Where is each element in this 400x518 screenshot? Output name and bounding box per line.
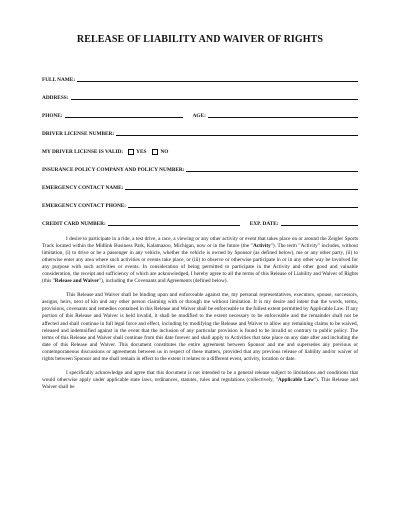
address-row: [42, 83, 358, 101]
insurance-row: [42, 155, 358, 173]
yes-label: YES: [136, 149, 147, 155]
form-fields: [42, 65, 358, 227]
license-valid-row: [42, 137, 358, 155]
phone-label: PHONE:: [42, 113, 63, 119]
paragraph-binding: This Release and Waiver shall be binding upon and enforceable against me, my personal representatives, executors, spouse, successors, assigns, heirs, next of kin and any other person claiming with or through me without limitation. It is my desire and intent that the words, terms, provisions, covenants and remedies contained in this Release and Waiver shall be enforceable to the fullest extent permitted by Applicable Law. If any portion of this Release and Waiver is held invalid, it shall be modified to the extent necessary to be enforceable and the remainder shall not be affected and shall continue in full legal force and effect, including by modifying the Release and Waiver to allow any remaining claims to be waived, released and indemnified against in the event that the inclusion of any particular provision is found to be invalid or contrary to public policy. The terms of this Release and Waiver shall continue from this date forever and shall apply to Activities that take place on any date after and including the date of this Release and Waiver. This document constitutes the entire agreement between Sponsor and me and supersedes any previous or contemporaneous discussions or agreements between us in respect of these matters, provided that any previous release of liability and/or waiver of rights between Sponsor and me shall remain in effect to the extent it relates to a different event, activity, location or date.: [42, 292, 358, 362]
emergency-phone-label: EMERGENCY CONTACT PHONE:: [42, 203, 127, 209]
driver-license-label: DRIVER LICENSE NUMBER:: [42, 131, 115, 137]
emergency-name-field[interactable]: [125, 183, 358, 190]
release-text: [42, 236, 358, 391]
full-name-field[interactable]: [77, 75, 358, 82]
paragraph-applicable-law: I specifically acknowledge and agree that this document is not intended to be a general release subject to limitations and conditions that would otherwise apply under applicable state laws, ordinances, statutes, rules and regulations (collectively, "Applicable Law"). This Release and Waiver shall be: [42, 369, 358, 390]
driver-license-field[interactable]: [116, 129, 358, 136]
emergency-name-row: [42, 173, 358, 191]
emergency-phone-row: [42, 191, 358, 209]
address-field[interactable]: [71, 93, 359, 100]
driver-license-row: [42, 119, 358, 137]
credit-card-label: CREDIT CARD NUMBER:: [42, 221, 106, 227]
credit-card-row: [42, 209, 358, 227]
insurance-label: INSURANCE POLICY COMPANY AND POLICY NUMBER:: [42, 167, 185, 173]
full-name-label: FULL NAME:: [42, 77, 76, 83]
credit-card-field[interactable]: [108, 219, 240, 226]
address-label: ADDRESS:: [42, 95, 69, 101]
no-checkbox[interactable]: [152, 149, 158, 155]
exp-date-label: EXP. DATE:: [249, 221, 279, 227]
age-field[interactable]: [208, 111, 358, 118]
age-label: AGE:: [192, 113, 206, 119]
paragraph-activity: I desire to participate in a ride, a test drive, a race, a viewing or any other activity or event that takes place on or around the Zeigler Sports Track located within the Midlink Business Park, Kalamazoo, Michigan, now or in the future (the "Activity"). The term "Activity" includes, without limitation, (i) to drive or be a passenger in any vehicle, whether the vehicle is owned by Sponsor (as defined below), me or any other party, (ii) to otherwise enter any area where such activities or events take place, or (iii) to observe or otherwise participate in or in any other way be involved for any purpose with such activities or events. In consideration of being permitted to participate in the Activity and other good and valuable consideration, the receipt and sufficiency of which are acknowledged, I hereby agree to all the terms of this Release of Liability and Waiver of Rights (this "Release and Waiver"), including the Covenants and Agreements (defined below).: [42, 236, 358, 285]
phone-age-row: [42, 101, 358, 119]
exp-date-field[interactable]: [281, 219, 358, 226]
license-valid-label: MY DRIVER LICENSE IS VALID:: [42, 149, 124, 155]
phone-field[interactable]: [65, 111, 183, 118]
page-title: RELEASE OF LIABILITY AND WAIVER OF RIGHTS: [76, 34, 324, 45]
emergency-phone-field[interactable]: [128, 201, 358, 208]
yes-checkbox[interactable]: [128, 149, 134, 155]
insurance-field[interactable]: [186, 165, 358, 172]
full-name-row: [42, 65, 358, 83]
emergency-name-label: EMERGENCY CONTACT NAME:: [42, 185, 124, 191]
no-label: NO: [160, 149, 169, 155]
